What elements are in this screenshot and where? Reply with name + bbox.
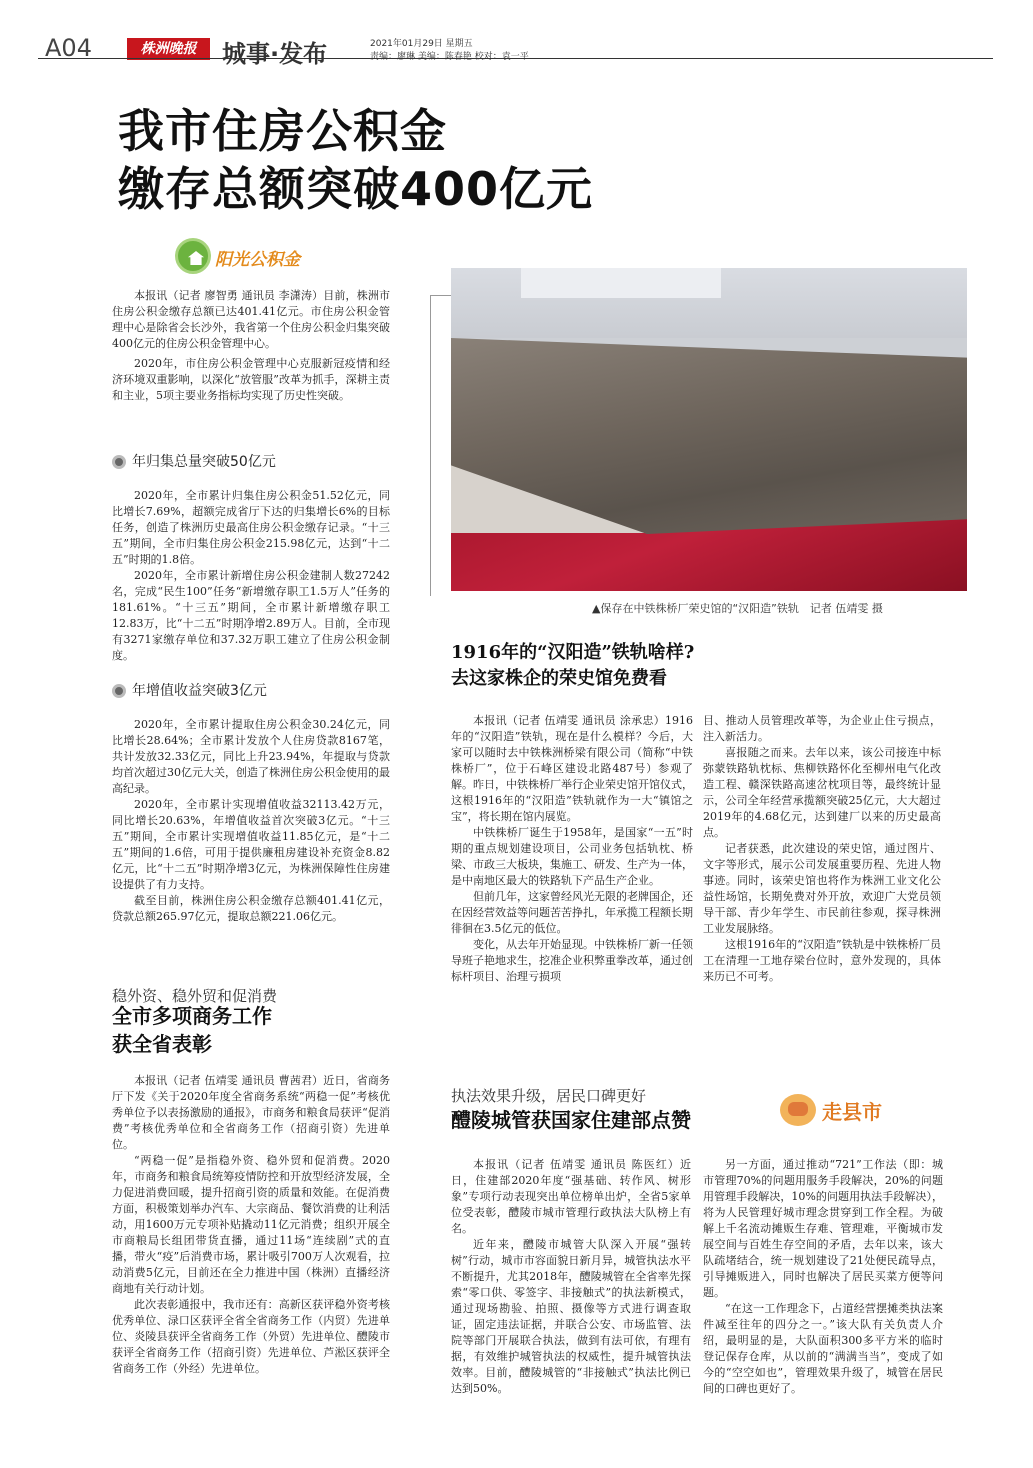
bullet-circle-icon [112, 684, 126, 698]
sunshine-fund-badge [175, 236, 335, 276]
paragraph: 2020年，全市累计归集住房公积金51.52亿元，同比增长7.69%，超额完成省厅下达的归集增长6%的目标任务，创造了株洲历史最高住房公积金缴存记录。“十三五”期间，全市归集住房公积金215.98亿元，达到“十二五”时期的1.8倍。 [112, 489, 390, 566]
rail-headline-line2: 去这家株企的荣史馆免费看 [451, 668, 667, 689]
paragraph: 2020年，市住房公积金管理中心克服新冠疫情和经济环境双重影响，以深化“放管服”改革为抓手，深耕主责和主业，5项主要业务指标均实现了历史性突破。 [112, 357, 390, 402]
county-column-badge [780, 1088, 920, 1132]
photo-sign [521, 268, 721, 298]
liling-kicker: 执法效果升级，居民口碑更好 [451, 1087, 647, 1105]
paragraph: 2020年，全市累计提取住房公积金30.24亿元，同比增长28.64%；全市累计发放个人住房贷款8167笔，共计发放32.33亿元，同比上升23.94%，年提取与贷款均首次超过30亿元大关，创造了株洲住房公积金使用的最高纪录。 [112, 718, 390, 795]
lead-headline-line2: 缴存总额突破400亿元 [118, 162, 594, 216]
issue-meta [370, 38, 529, 64]
paragraph: 2020年，全市累计实现增值收益32113.42万元，同比增长20.63%，年增值收益首次突破3亿元。“十三五”期间，全市累计实现增值收益11.85亿元，是“十二五”期间的1.6倍，可用于提供廉租房建设补充资金8.82亿元，比“十二五”时期净增3亿元，为株洲保障性住房建设提供了有力支持。 [112, 798, 390, 891]
liling-article-left-col [451, 1157, 691, 1397]
subhead-text: 年归集总量突破50亿元 [132, 454, 276, 470]
badge-label: 阳光公积金 [215, 250, 300, 270]
house-logo-icon [175, 238, 211, 274]
paragraph: 本报讯（记者 伍靖雯 通讯员 曹茜君）近日，省商务厅下发《关于2020年度全省商务系统“两稳一促”考核优秀单位予以表扬激励的通报》，市商务和粮食局获评“促消费”考核优秀单位和全省商务工作（招商引资）先进单位。 [112, 1074, 390, 1151]
staff-line: 责编：廖琳 美编：陈春艳 校对：袁一平 [370, 52, 529, 62]
commerce-headline-line1: 全市多项商务工作 [112, 1004, 272, 1028]
paragraph: 本报讯（记者 伍靖雯 通讯员 涂承忠）1916年的“汉阳造”铁轨，现在是什么模样？今后，大家可以随时去中铁株洲桥梁有限公司（简称“中铁株桥厂”，位于石峰区建设北路487号）参观了解。昨日，中铁株桥厂举行企业荣史馆开馆仪式，这根1916年的“汉阳造”铁轨就作为一大“镇馆之宝”，将长期在馆内展览。 [451, 714, 693, 823]
bullet-circle-icon [112, 455, 126, 469]
subhead-yield [112, 680, 390, 702]
paragraph: 截至目前，株洲住房公积金缴存总额401.41亿元，贷款总额265.97亿元，提取总额221.06亿元。 [112, 894, 390, 923]
subhead-text: 年增值收益突破3亿元 [132, 683, 267, 699]
rail-article-right-col [703, 713, 941, 985]
photo-caption: ▲保存在中铁株桥厂荣史馆的“汉阳造”铁轨 记者 伍靖雯 摄 [592, 602, 883, 615]
paragraph: 此次表彰通报中，我市还有：高新区获评稳外资考核优秀单位、渌口区获评全省全省商务工作（内贸）先进单位、炎陵县获评全省商务工作（外贸）先进单位、醴陵市获评全省商务工作（招商引资）先进单位、芦淞区获评全省商务工作（外经）先进单位。 [112, 1298, 390, 1375]
collection-section-body [112, 488, 390, 664]
paragraph: 中铁株桥厂诞生于1958年，是国家“一五”时期的重点规划建设项目，公司业务包括轨枕、桥梁、市政三大板块，集施工、研发、生产为一体，是中南地区最大的铁路轨下产品生产企业。 [451, 826, 693, 887]
paragraph: 记者获悉，此次建设的荣史馆，通过图片、文字等形式，展示公司发展重要历程、先进人物事迹。同时，该荣史馆也将作为株洲工业文化公益性场馆，长期免费对外开放，欢迎广大党员领导干部、青少年学生、市民前往参观，探寻株洲工业发展脉络。 [703, 842, 941, 935]
paragraph: “在这一工作理念下，占道经营摆摊类执法案件减至往年的四分之一。”该大队有关负责人介绍，最明显的是，大队面积300多平方米的临时登记保存仓库，从以前的“满满当当”，变成了如今的“空空如也”，管理效果升级了，城管在居民间的口碑也更好了。 [703, 1302, 943, 1395]
paragraph: 近年来，醴陵市城管大队深入开展“强转树”行动，城市市容面貌日新月异，城管执法水平不断提升，尤其2018年，醴陵城管在全省率先探索“零口供、零签字、非接触式”的执法新模式，通过现场勘验、拍照、摄像等方式进行调查取证，固定违法证据，并联合公安、市场监管、法院等部门开展联合执法，做到有法可依，有理有据，有效维护城管执法的权威性，提升城管执法效率。目前，醴陵城管的“非接触式”执法比例已达到50%。 [451, 1238, 691, 1395]
paragraph: 但前几年，这家曾经风光无限的老牌国企，还在因经营效益等问题苦苦挣扎，年承揽工程额长期徘徊在3.5亿元的低位。 [451, 890, 693, 935]
liling-headline: 醴陵城管获国家住建部点赞 [451, 1108, 691, 1132]
commerce-kicker: 稳外资、稳外贸和促消费 [112, 987, 278, 1005]
section-title: 城事·发布 [222, 40, 328, 68]
commerce-article-body [112, 1073, 390, 1377]
paragraph: 喜报随之而来。去年以来，该公司接连中标弥蒙铁路轨枕标、焦柳铁路怀化至柳州电气化改造工程、赣深铁路高速岔枕项目等，最终统计显示，公司全年经营承揽额突破25亿元，大大超过2019年的4.68亿元，达到建厂以来的历史最高点。 [703, 746, 941, 839]
header-rule [38, 58, 993, 59]
paragraph: 这根1916年的“汉阳造”铁轨是中铁株桥厂员工在清理一工地存梁台位时，意外发现的，具体来历已不可考。 [703, 938, 941, 983]
paragraph: “两稳一促”是指稳外资、稳外贸和促消费。2020年，市商务和粮食局统筹疫情防控和开放型经济发展，全力促进消费回暖，提升招商引资的质量和效能。在促消费方面，积极策划举办汽车、大宗商品、餐饮消费的让利活动，用1600万元专项补贴撬动11亿元消费；组织开展全市商粮局长组团带货直播，通过11场“连续剧”式的直播，带火“疫”后消费市场，累计吸引700万人次观看，拉动消费5亿元，目前还在全力推进中国（株洲）直播经济商地有关行动计划。 [112, 1154, 390, 1295]
commerce-headline [112, 1002, 392, 1058]
county-column-label: 走县市 [822, 1100, 882, 1124]
paragraph: 目、推动人员管理改革等，为企业止住亏损点，注入新活力。 [703, 714, 941, 743]
handshake-icon [780, 1094, 816, 1126]
page-number: A04 [45, 34, 92, 62]
paragraph: 变化，从去年开始显现。中铁株桥厂新一任领导班子艳地求生，挖准企业积弊重拳改革，通过创标杆项目、治理亏损项 [451, 938, 693, 983]
paragraph: 本报讯（记者 伍靖雯 通讯员 陈医红）近日，住建部2020年度“强基础、转作风、树形象”专项行动表现突出单位榜单出炉，全省5家单位受表彰，醴陵市城市管理行政执法大队榜上有名。 [451, 1158, 691, 1235]
liling-article-right-col [703, 1157, 943, 1397]
photo-frame-line [430, 295, 452, 596]
newspaper-logo: 株洲晚报 [127, 38, 210, 60]
date-line: 2021年01月29日 星期五 [370, 39, 473, 49]
yield-section-body [112, 717, 390, 925]
subhead-collection [112, 451, 390, 473]
lead-headline-line1: 我市住房公积金 [118, 104, 447, 158]
rail-article-left-col [451, 713, 693, 985]
commerce-headline-line2: 获全省表彰 [112, 1032, 212, 1056]
paragraph: 本报讯（记者 廖智勇 通讯员 李潇涛）目前，株洲市住房公积金缴存总额已达401.41亿元。市住房公积金管理中心是除省会长沙外，我省第一个住房公积金归集突破400亿元的住房公积金管理中心。 [112, 289, 390, 350]
lead-article-body [112, 288, 390, 404]
paragraph: 2020年，全市累计新增住房公积金建制人数27242名，完成“民生100”任务“新增缴存职工1.5万人”任务的181.61%。“十三五”期间，全市累计新增缴存职工12.83万，比“十二五”时期净增2.89万人。目前，全市现有3271家缴存单位和37.32万职工建立了住房公积金制度。 [112, 569, 390, 662]
lead-headline [118, 102, 593, 218]
rail-headline-line1: 1916年的“汉阳造”铁轨啥样? [451, 642, 695, 663]
rail-headline [451, 640, 971, 692]
rail-photo [451, 268, 967, 591]
paragraph: 另一方面，通过推动“721”工作法（即：城市管理70%的问题用服务手段解决，20%的问题用管理手段解决，10%的问题用执法手段解决），将为人民管理好城市理念贯穿到工作全程。为破解上千名流动摊贩生存难、管理难，平衡城市发展空间与百姓生存空间的矛盾，去年以来，该大队疏堵结合，统一规划建设了21处便民疏导点，引导摊贩进入，同时也解决了居民买菜方便等问题。 [703, 1158, 943, 1299]
